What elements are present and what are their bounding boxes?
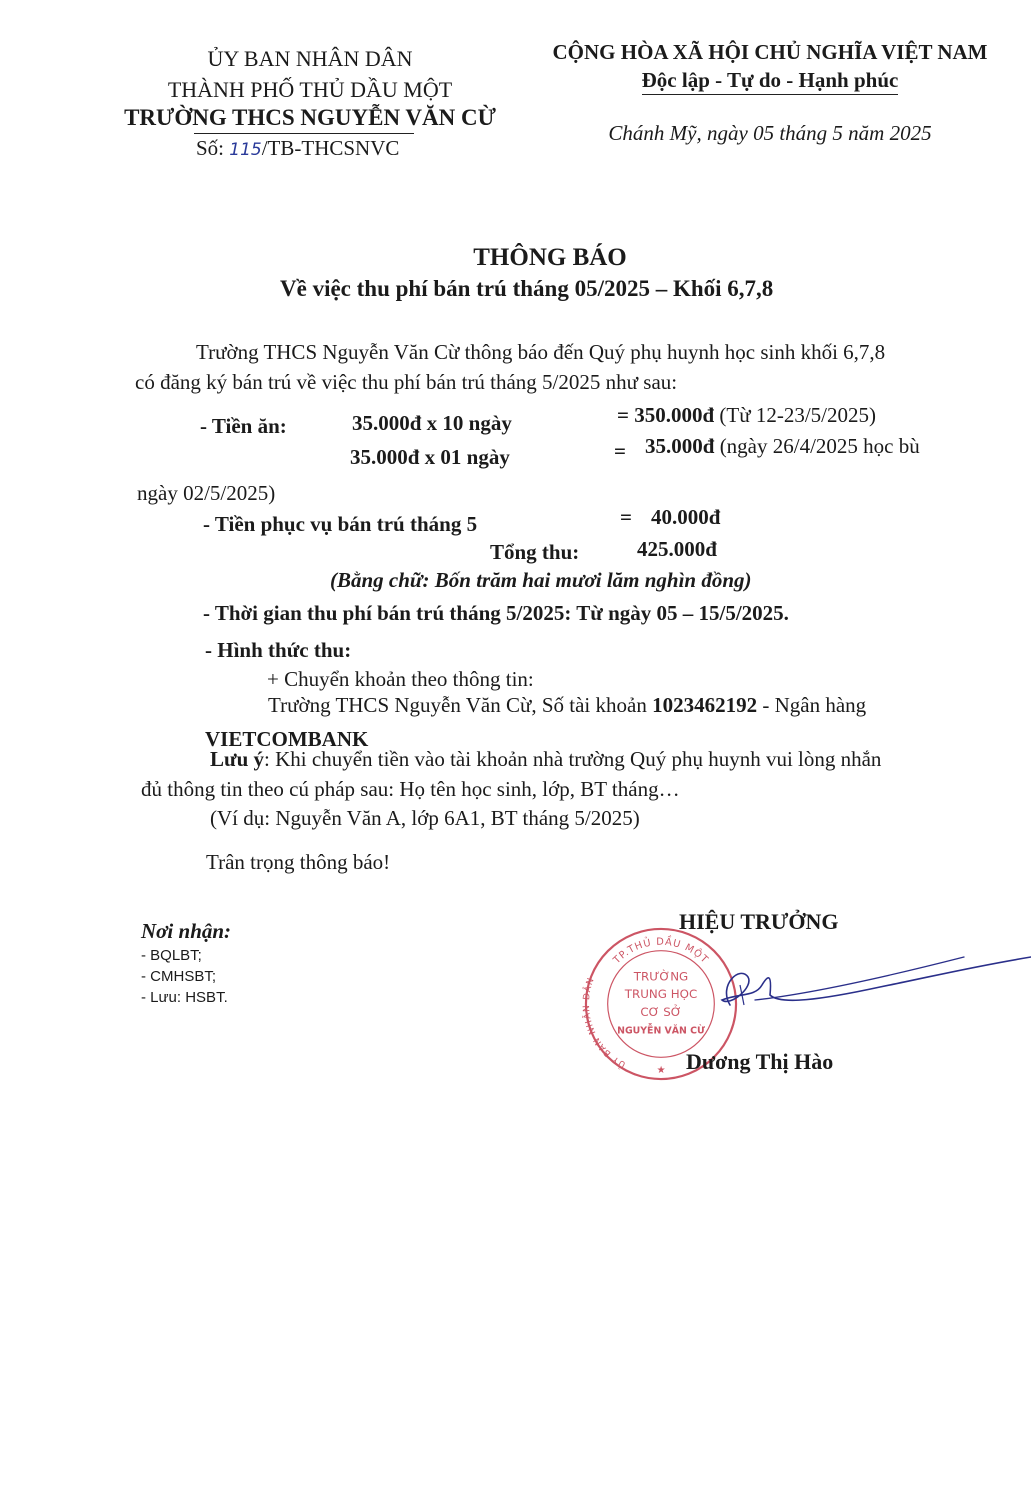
food-row1-result: [617, 403, 876, 428]
food-row2-calc: 35.000đ x 01 ngày: [350, 445, 510, 469]
food-row2-note: (ngày 26/4/2025 học bù: [719, 434, 920, 458]
food-row1-note: (Từ 12-23/5/2025): [719, 403, 877, 427]
stamp-star-icon: ★: [656, 1065, 666, 1077]
service-amount: 40.000đ: [651, 505, 721, 529]
intro-line1: Trường THCS Nguyễn Văn Cừ thông báo đến Quý phụ huynh học sinh khối 6,7,8: [196, 340, 886, 364]
food-row2-eq: =: [614, 439, 626, 463]
document-number-suffix: /TB-THCSNVC: [261, 136, 400, 160]
stamp-line1: TRƯỜNG: [633, 969, 689, 984]
recipients-title: Nơi nhận:: [141, 919, 232, 943]
authority-line2: THÀNH PHỐ THỦ DẦU MỘT: [167, 77, 453, 102]
collection-time: - Thời gian thu phí bán trú tháng 5/2025: Từ ngày 05 – 15/5/2025.: [203, 601, 789, 625]
note-label: Lưu ý: [210, 747, 265, 771]
example-line: (Ví dụ: Nguyễn Văn A, lớp 6A1, BT tháng 5/2025): [210, 806, 640, 830]
notice-subtitle: Về việc thu phí bán trú tháng 05/2025 – Khối 6,7,8: [280, 276, 774, 301]
authority-line1: ỦY BAN NHÂN DÂN: [207, 46, 413, 71]
bank-name: VIETCOMBANK: [205, 727, 369, 751]
intro-line2: có đăng ký bán trú về việc thu phí bán trú tháng 5/2025 như sau:: [135, 370, 678, 394]
account-line: [268, 693, 866, 718]
motto: [540, 68, 1000, 93]
recipient-item: - Lưu: HSBT.: [141, 989, 228, 1006]
school-name-text: TRƯỜNG THCS NGUYỄN VĂN CỪ: [124, 105, 496, 130]
document-number-handwritten: 115: [229, 140, 262, 160]
school-name: [100, 105, 520, 131]
transfer-line: + Chuyển khoản theo thông tin:: [267, 667, 534, 691]
stamp-line2: TRUNG HỌC: [624, 987, 698, 1002]
food-row2-note-cont: ngày 02/5/2025): [137, 481, 276, 505]
place-date: Chánh Mỹ, ngày 05 tháng 5 năm 2025: [608, 121, 932, 145]
total-amount: 425.000đ: [637, 537, 717, 561]
country-name: CỘNG HÒA XÃ HỘI CHỦ NGHĨA VIỆT NAM: [552, 40, 988, 64]
motto-text: Độc lập - Tự do - Hạnh phúc: [642, 68, 899, 95]
account-number: 1023462192: [652, 693, 758, 717]
notice-title: THÔNG BÁO: [473, 244, 627, 271]
service-label: - Tiền phục vụ bán trú tháng 5: [203, 512, 478, 536]
stamp-line4: NGUYỄN VĂN CỪ: [617, 1025, 705, 1037]
service-eq: =: [620, 505, 632, 529]
note-line2: đủ thông tin theo cú pháp sau: Họ tên học sinh, lớp, BT tháng…: [141, 777, 680, 801]
account-prefix: Trường THCS Nguyễn Văn Cừ, Số tài khoản: [268, 693, 647, 717]
collection-method-label: - Hình thức thu:: [205, 638, 352, 662]
total-label: Tổng thu:: [490, 540, 580, 564]
handwritten-signature: [700, 945, 1031, 1035]
recipient-item: - CMHSBT;: [141, 968, 216, 985]
signature-role: HIỆU TRƯỞNG: [679, 909, 839, 934]
document-number-prefix: Số:: [196, 136, 225, 160]
closing-line: Trân trọng thông báo!: [206, 850, 391, 874]
note-text: : Khi chuyển tiền vào tài khoản nhà trường Quý phụ huynh vui lòng nhắn: [264, 747, 882, 771]
stamp-ring-top: TP.THỦ DẦU MỘT: [611, 936, 711, 967]
signer-name: Dương Thị Hào: [686, 1049, 834, 1074]
note-line1: [210, 747, 881, 772]
stamp-line3: CƠ SỞ: [640, 1004, 682, 1019]
school-underline: [194, 133, 414, 134]
stamp-ring-left: ỦY BAN NHÂN DÂN: [582, 976, 628, 1070]
food-row2-result: [645, 434, 920, 459]
amount-in-words: (Bằng chữ: Bốn trăm hai mươi lăm nghìn đồng): [330, 568, 752, 592]
food-row1-calc: 35.000đ x 10 ngày: [352, 411, 512, 435]
account-suffix: - Ngân hàng: [762, 693, 867, 717]
food-row1-eq: = 350.000đ: [617, 403, 715, 427]
recipient-item: - BQLBT;: [141, 947, 202, 964]
document-number: [196, 136, 399, 161]
food-row2-amount: 35.000đ: [645, 434, 715, 458]
food-label: - Tiền ăn:: [200, 414, 287, 438]
